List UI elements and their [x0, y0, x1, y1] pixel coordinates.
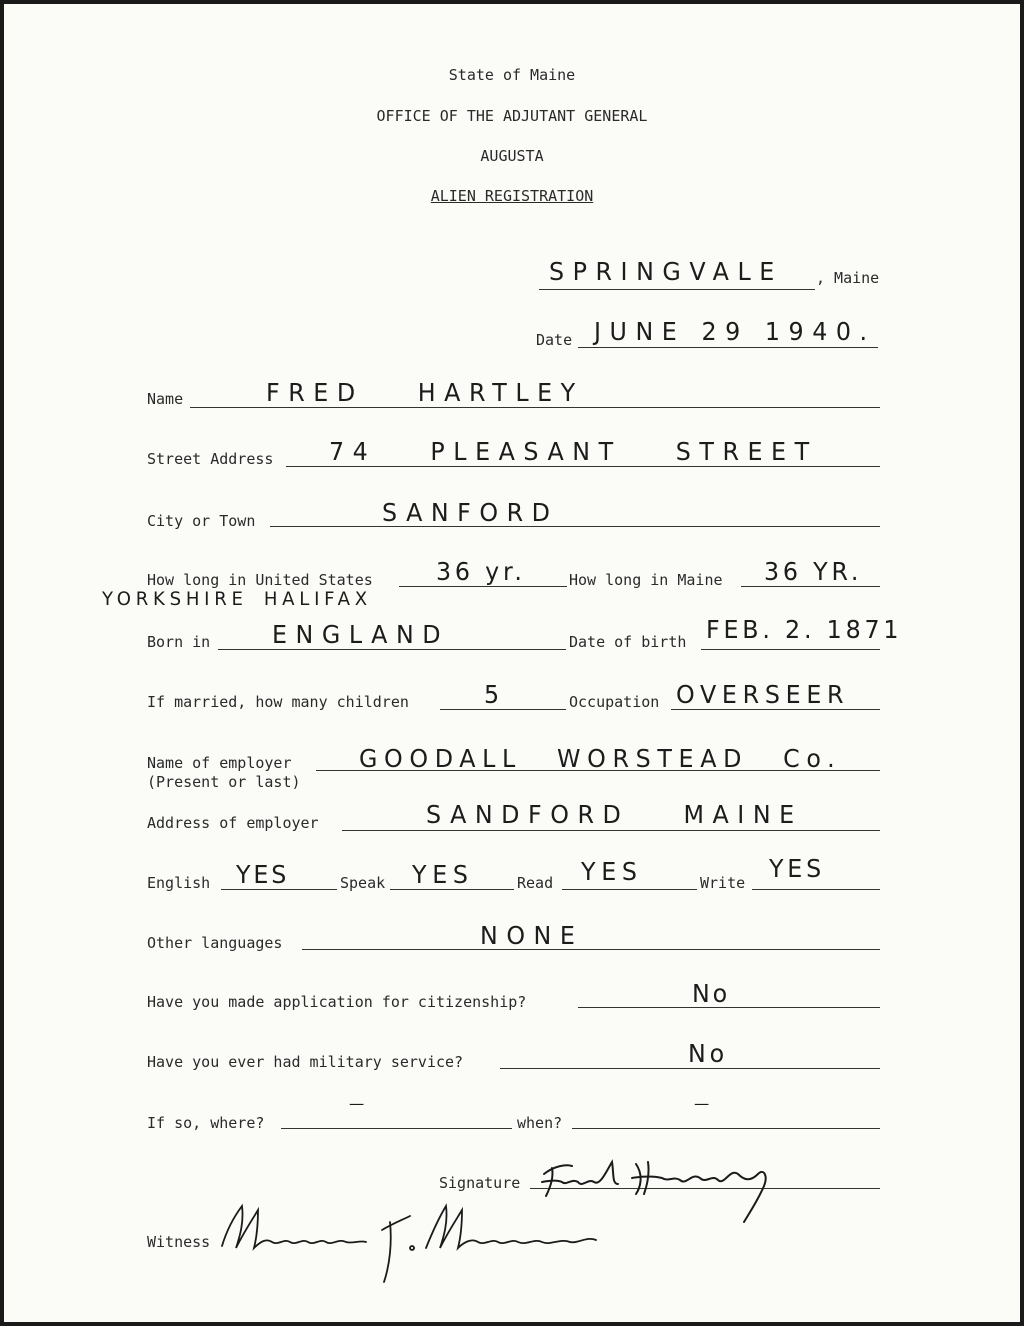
write-line: [752, 889, 880, 890]
employer-address-label: Address of employer: [147, 814, 319, 832]
when-line: [572, 1128, 880, 1129]
english-line: [221, 889, 337, 890]
speak-label: Speak: [340, 874, 386, 892]
us-duration-line: [399, 586, 567, 587]
header-state: State of Maine: [448, 66, 576, 84]
other-languages-line: [302, 949, 880, 950]
name-value: FRED HARTLEY: [266, 378, 584, 407]
occupation-label: Occupation: [569, 693, 660, 711]
maine-duration-line: [741, 586, 880, 587]
write-label: Write: [700, 874, 746, 892]
where-line: [281, 1128, 512, 1129]
date-value: JUNE 29 1940.: [594, 317, 876, 346]
read-value: YES: [581, 857, 643, 886]
speak-value: YES: [412, 860, 474, 889]
city-line: [270, 526, 880, 527]
dob-label: Date of birth: [569, 633, 687, 651]
speak-line: [390, 889, 514, 890]
form-title: ALIEN REGISTRATION: [430, 187, 594, 205]
occupation-line: [671, 709, 880, 710]
when-value: —: [694, 1094, 710, 1113]
military-value: No: [688, 1039, 728, 1068]
citizenship-value: No: [692, 979, 730, 1008]
city-label: City or Town: [147, 512, 256, 530]
read-label: Read: [517, 874, 554, 892]
children-label: If married, how many children: [147, 693, 409, 711]
street-label: Street Address: [147, 450, 274, 468]
date-line: [578, 347, 878, 348]
where-label: If so, where?: [147, 1114, 265, 1132]
when-label: when?: [517, 1114, 563, 1132]
city-value: SANFORD: [382, 498, 559, 527]
header-city: AUGUSTA: [480, 147, 544, 165]
street-line: [286, 466, 880, 467]
other-languages-label: Other languages: [147, 934, 283, 952]
employer-label: Name of employer: [147, 754, 292, 772]
employer-line: [316, 770, 880, 771]
street-value: 74 PLEASANT STREET: [329, 437, 818, 466]
where-value: —: [349, 1094, 365, 1113]
us-duration-label: How long in United States: [147, 571, 373, 589]
occupation-value: OVERSEER: [676, 680, 850, 709]
name-label: Name: [147, 390, 184, 408]
town-value: SPRINGVALE: [549, 257, 783, 286]
town-suffix: , Maine: [816, 269, 880, 287]
town-line: [539, 289, 815, 290]
english-label: English: [147, 874, 211, 892]
employer-address-value: SANDFORD MAINE: [426, 800, 803, 829]
citizenship-label: Have you made application for citizenship?: [147, 993, 527, 1011]
signature-label: Signature: [439, 1174, 521, 1192]
employer-sublabel: (Present or last): [147, 773, 301, 791]
dob-line: [701, 649, 880, 650]
dob-value: FEB. 2. 1871: [706, 615, 903, 644]
name-line: [190, 407, 880, 408]
born-in-value: ENGLAND: [272, 620, 450, 649]
write-value: YES: [769, 854, 825, 883]
military-label: Have you ever had military service?: [147, 1053, 464, 1071]
other-languages-value: NONE: [480, 921, 584, 950]
born-in-label: Born in: [147, 633, 211, 651]
citizenship-line: [578, 1007, 880, 1008]
born-in-line: [218, 649, 566, 650]
employer-value: GOODALL WORSTEAD Co.: [359, 744, 842, 773]
children-value: 5: [484, 680, 508, 709]
maine-duration-value: 36 YR.: [764, 557, 863, 586]
us-duration-value: 36 yr.: [436, 557, 526, 586]
read-line: [562, 889, 697, 890]
birthplace-note: YORKSHIRE HALIFAX: [102, 588, 372, 610]
witness-label: Witness: [147, 1233, 211, 1251]
english-value: YES: [236, 860, 290, 889]
maine-duration-label: How long in Maine: [569, 571, 723, 589]
registration-form: [4, 4, 1020, 1322]
military-line: [500, 1068, 880, 1069]
employer-address-line: [342, 830, 880, 831]
header-office: OFFICE OF THE ADJUTANT GENERAL: [376, 107, 648, 125]
children-line: [440, 709, 566, 710]
date-label: Date: [536, 331, 573, 349]
